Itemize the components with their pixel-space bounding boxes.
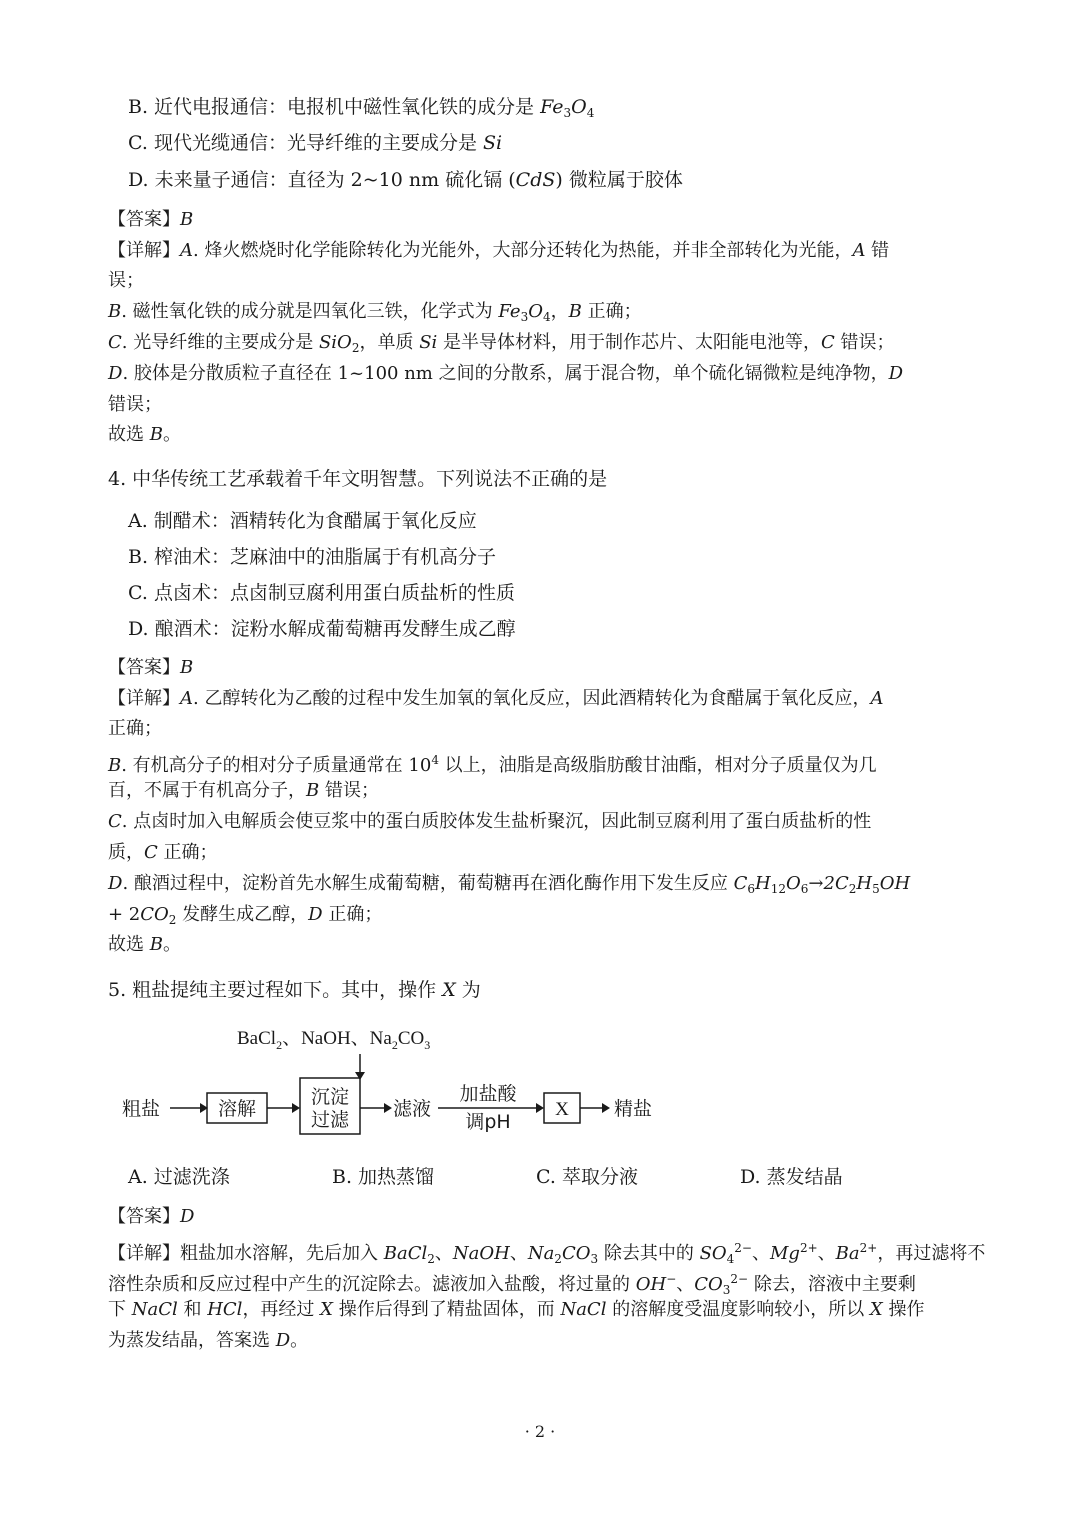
explanation-line: 【详解】A. 烽火燃烧时化学能除转化为光能外，大部分还转化为热能，并非全部转化为光能，A 错 — [108, 240, 890, 261]
option-c: C. 点卤术：点卤制豆腐利用蛋白质盐析的性质 — [128, 582, 515, 604]
option-d: D. 酿酒术：淀粉水解成葡萄糖再发酵生成乙醇 — [128, 618, 516, 640]
option-c: C. 现代光缆通信：光导纤维的主要成分是 Si — [128, 132, 503, 154]
reagents-label: BaCl$_2$、NaOH、$Na_2CO_3$ — [237, 1028, 431, 1052]
option-b: B. 榨油术：芝麻油中的油脂属于有机高分子 — [128, 546, 497, 568]
arrowhead — [536, 1103, 544, 1113]
explanation-line: D. 酿酒过程中，淀粉首先水解生成葡萄糖，葡萄糖再在酒化酶作用下发生反应 $C_6H_{12}O_6\to 2C_2H_5OH$ — [108, 873, 911, 896]
option-c: C. 萃取分液 — [536, 1166, 638, 1188]
explanation-line: 错误； — [108, 394, 162, 415]
filtrate-label: 滤液 — [393, 1098, 432, 1120]
dissolve-label: 溶解 — [217, 1098, 257, 1120]
page-number: · 2 · — [524, 1422, 556, 1441]
refined-salt-label: 精盐 — [614, 1098, 653, 1120]
explanation-line: 【详解】A. 乙醇转化为乙酸的过程中发生加氧的氧化反应，因此酒精转化为食醋属于氧化反应，A — [108, 688, 884, 709]
explanation-line: B. 有机高分子的相对分子质量通常在 $10^4$ 以上，油脂是高级脂肪酸甘油酯，相对分子质量仅为几 — [108, 753, 877, 776]
explanation-line: 溶性杂质和反应过程中产生的沉淀除去。滤液加入盐酸，将过量的 OH−、$CO_3^{2-}$ 除去，溶液中主要剩 — [108, 1272, 916, 1297]
option-a: A. 制醋术：酒精转化为食醋属于氧化反应 — [128, 510, 477, 532]
arrowhead — [384, 1103, 392, 1113]
option-d: D. 蒸发结晶 — [740, 1166, 843, 1188]
arrowhead — [292, 1103, 300, 1113]
x-label: X — [555, 1099, 569, 1120]
explanation-line: 为蒸发结晶，答案选 D。 — [108, 1330, 309, 1351]
explanation-line: 故选 B。 — [108, 934, 181, 955]
process-flow-diagram — [120, 1020, 680, 1140]
explanation-line: 【详解】粗盐加水溶解，先后加入 BaCl$_2$、NaOH、$Na_2CO_3$ 除去其中的 $SO_4^{2-}$、$Mg^{2+}$、$Ba^{2+}$，再过滤将不 — [108, 1241, 986, 1266]
answer: 【答案】D — [108, 1206, 195, 1227]
arrowhead — [355, 1072, 365, 1080]
answer: 【答案】B — [108, 209, 194, 230]
explanation-line: D. 胶体是分散质粒子直径在 1~100 nm 之间的分散系，属于混合物，单个硫化镉微粒是纯净物，D — [108, 363, 904, 384]
explanation-line: C. 光导纤维的主要成分是 SiO$_2$，单质 Si 是半导体材料，用于制作芯片、太阳能电池等，C 错误； — [108, 332, 895, 355]
crude-salt-label: 粗盐 — [122, 1098, 161, 1120]
explanation-line: + $2CO_2$ 发酵生成乙醇，D 正确； — [108, 904, 383, 927]
explanation-line: 下 NaCl 和 HCl，再经过 X 操作后得到了精盐固体，而 NaCl 的溶解度受温度影响较小，所以 X 操作 — [108, 1299, 925, 1320]
filter-label: 过滤 — [310, 1109, 350, 1131]
option-d: D. 未来量子通信：直径为 2~10 nm 硫化镉 (CdS) 微粒属于胶体 — [128, 169, 683, 191]
add-acid-label: 加盐酸 — [459, 1083, 517, 1105]
explanation-line: 百，不属于有机高分子，B 错误； — [108, 780, 379, 801]
adjust-ph-label: 调pH — [465, 1111, 511, 1133]
precipitate-label: 沉淀 — [310, 1086, 350, 1108]
option-b: B. 加热蒸馏 — [332, 1166, 435, 1188]
option-b: B. 近代电报通信：电报机中磁性氧化铁的成分是 $Fe_3O_4$ — [128, 96, 595, 120]
explanation-line: B. 磁性氧化铁的成分就是四氧化三铁，化学式为 $Fe_3O_4$，B 正确； — [108, 301, 642, 324]
option-a: A. 过滤洗涤 — [128, 1166, 230, 1188]
arrowhead — [602, 1103, 610, 1113]
explanation-line: 正确； — [108, 718, 162, 739]
question-stem: 4. 中华传统工艺承载着千年文明智慧。下列说法不正确的是 — [108, 468, 608, 490]
answer: 【答案】B — [108, 657, 194, 678]
explanation-line: 故选 B。 — [108, 424, 181, 445]
explanation-line: C. 点卤时加入电解质会使豆浆中的蛋白质胶体发生盐析聚沉，因此制豆腐利用了蛋白质盐析的性 — [108, 811, 872, 832]
explanation-line: 质，C 正确； — [108, 842, 218, 863]
question-stem: 5. 粗盐提纯主要过程如下。其中，操作 X 为 — [108, 979, 481, 1001]
explanation-line: 误； — [108, 270, 144, 291]
